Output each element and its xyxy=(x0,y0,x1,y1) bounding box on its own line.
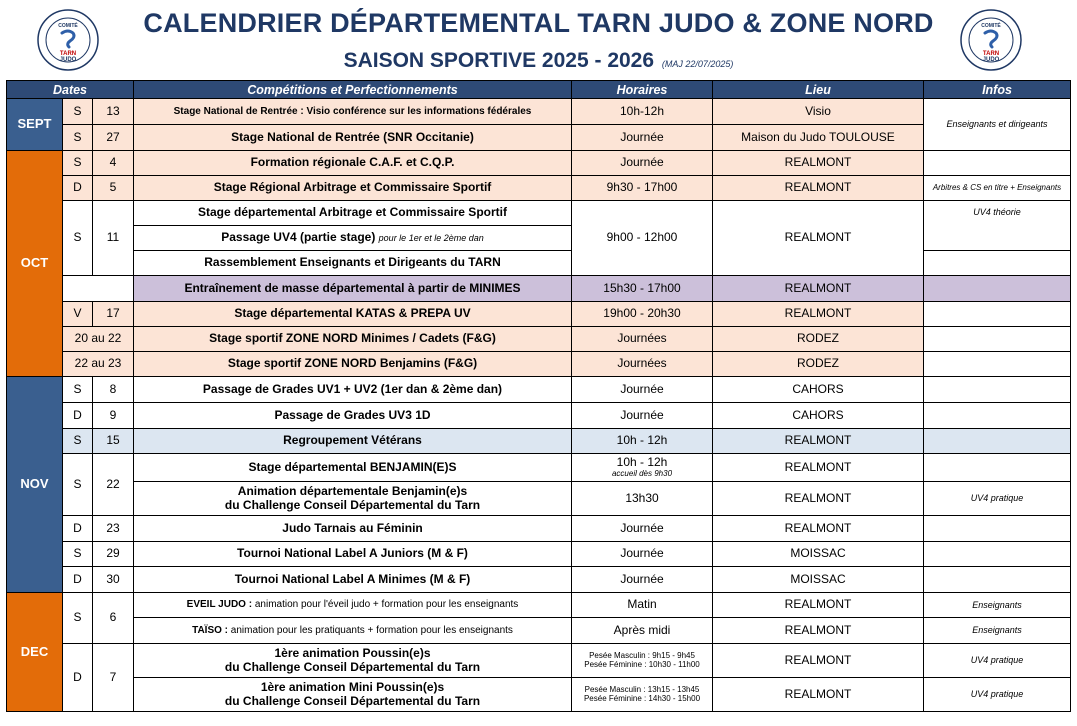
logo-left-top: COMITÉ xyxy=(58,23,78,29)
hours-cell: 9h30 - 17h00 xyxy=(572,176,713,201)
hours-cell: 19h00 - 20h30 xyxy=(572,302,713,327)
month-sept: SEPT xyxy=(7,99,63,151)
event-cell: Stage National de Rentrée (SNR Occitanie) xyxy=(134,125,572,151)
info-cell: UV4 pratique xyxy=(924,678,1071,712)
event-note: pour le 1er et le 2ème dan xyxy=(378,233,484,244)
table-row xyxy=(7,516,1071,542)
judo-committee-logo-left xyxy=(36,8,100,72)
place-cell: Maison du Judo TOULOUSE xyxy=(713,125,924,151)
table-row xyxy=(7,125,1071,151)
event-cell: Passage de Grades UV3 1D xyxy=(134,403,572,429)
day-cell: S xyxy=(63,99,93,125)
table-row xyxy=(7,276,1071,302)
place-cell: REALMONT xyxy=(713,678,924,712)
place-cell: REALMONT xyxy=(713,276,924,302)
info-cell: Arbitres & CS en titre + Enseignants xyxy=(924,176,1071,201)
place-cell: REALMONT xyxy=(713,151,924,176)
date-cell: 22 xyxy=(93,454,134,516)
event-cell: Stage départemental Arbitrage et Commissaire Sportif xyxy=(134,201,572,226)
info-cell xyxy=(924,429,1071,454)
hours-cell: Journée xyxy=(572,542,713,567)
event-cell: Stage sportif ZONE NORD Minimes / Cadets (F&G) xyxy=(134,327,572,352)
date-cell: 15 xyxy=(93,429,134,454)
place-cell: Visio xyxy=(713,99,924,125)
place-cell: REALMONT xyxy=(713,618,924,644)
date-cell: 30 xyxy=(93,567,134,593)
event-line-2: du Challenge Conseil Départemental du Tarn xyxy=(224,693,481,708)
hours-note: accueil dès 9h30 xyxy=(611,468,673,478)
day-cell: S xyxy=(63,429,93,454)
place-cell: REALMONT xyxy=(713,429,924,454)
hours-cell xyxy=(572,644,713,678)
judo-committee-logo-right xyxy=(959,8,1023,72)
logo-right-top: COMITÉ xyxy=(981,23,1001,29)
logo-right-line2: JUDO xyxy=(982,57,1000,63)
table-row xyxy=(7,678,1071,712)
date-cell: 27 xyxy=(93,125,134,151)
date-cell: 7 xyxy=(93,644,134,712)
place-cell: MOISSAC xyxy=(713,542,924,567)
calendar-table xyxy=(6,80,1071,712)
info-cell xyxy=(924,567,1071,593)
hours-main: 10h - 12h xyxy=(616,455,668,470)
info-cell: UV4 pratique xyxy=(924,644,1071,678)
hours-line-2: Pesée Féminine : 10h30 - 11h00 xyxy=(584,659,700,669)
hours-line-1: Pesée Masculin : 13h15 - 13h45 xyxy=(584,684,700,694)
table-row xyxy=(7,542,1071,567)
event-cell: Tournoi National Label A Juniors (M & F) xyxy=(134,542,572,567)
date-cell: 9 xyxy=(93,403,134,429)
month-dec: DEC xyxy=(7,593,63,712)
place-cell: MOISSAC xyxy=(713,567,924,593)
hours-line-1: Pesée Masculin : 9h15 - 9h45 xyxy=(589,650,695,660)
event-note: animation pour les pratiquants + formation pour les enseignants xyxy=(230,624,513,636)
info-cell: Enseignants et dirigeants xyxy=(924,99,1071,151)
hours-cell: 10h - 12h xyxy=(572,429,713,454)
table-row xyxy=(7,201,1071,226)
hours-cell: 15h30 - 17h00 xyxy=(572,276,713,302)
table-row xyxy=(7,644,1071,678)
event-cell: Stage départemental KATAS & PREPA UV xyxy=(134,302,572,327)
hours-cell xyxy=(572,454,713,482)
hours-cell: Journée xyxy=(572,125,713,151)
date-range-cell: 20 au 22 xyxy=(63,327,134,352)
info-cell xyxy=(924,542,1071,567)
logo-right-line1: TARN xyxy=(982,51,1000,57)
info-cell xyxy=(924,276,1071,302)
info-cell xyxy=(924,377,1071,403)
col-hours-header: Horaires xyxy=(572,81,713,99)
table-row xyxy=(7,151,1071,176)
col-infos-header: Infos xyxy=(924,81,1071,99)
info-cell xyxy=(924,302,1071,327)
info-cell xyxy=(924,151,1071,176)
logo-left-line2: JUDO xyxy=(59,57,77,63)
table-row xyxy=(7,454,1071,482)
table-row xyxy=(7,377,1071,403)
month-nov: NOV xyxy=(7,377,63,593)
table-row xyxy=(7,176,1071,201)
event-cell: Stage départemental BENJAMIN(E)S xyxy=(134,454,572,482)
hours-cell: 10h-12h xyxy=(572,99,713,125)
date-cell: 29 xyxy=(93,542,134,567)
place-cell: REALMONT xyxy=(713,176,924,201)
month-oct: OCT xyxy=(7,151,63,377)
date-cell xyxy=(63,276,134,302)
hours-cell: Journée xyxy=(572,567,713,593)
event-cell: Stage sportif ZONE NORD Benjamins (F&G) xyxy=(134,352,572,377)
info-cell: UV4 pratique xyxy=(924,482,1071,516)
hours-cell: Journées xyxy=(572,327,713,352)
event-cell: Judo Tarnais au Féminin xyxy=(134,516,572,542)
date-cell: 13 xyxy=(93,99,134,125)
place-cell: CAHORS xyxy=(713,403,924,429)
event-line-2: du Challenge Conseil Départemental du Tarn xyxy=(224,497,481,512)
day-cell: S xyxy=(63,151,93,176)
place-cell: REALMONT xyxy=(713,593,924,618)
event-cell: Stage National de Rentrée : Visio conférence sur les informations fédérales xyxy=(134,99,572,125)
hours-cell: Journée xyxy=(572,516,713,542)
event-cell xyxy=(134,644,572,678)
event-main: TAÏSO : xyxy=(192,624,229,636)
day-cell: D xyxy=(63,644,93,712)
hours-cell: Journées xyxy=(572,352,713,377)
info-cell: Enseignants xyxy=(924,593,1071,618)
place-cell: RODEZ xyxy=(713,327,924,352)
page-title: CALENDRIER DÉPARTEMENTAL TARN JUDO & ZONE NORD xyxy=(143,8,934,38)
event-line-1: 1ère animation Poussin(e)s xyxy=(274,646,431,661)
table-row xyxy=(7,482,1071,516)
info-cell xyxy=(924,327,1071,352)
info-cell xyxy=(924,352,1071,377)
event-cell: Stage Régional Arbitrage et Commissaire Sportif xyxy=(134,176,572,201)
col-dates-header: Dates xyxy=(7,81,134,99)
day-cell: S xyxy=(63,593,93,644)
table-row xyxy=(7,302,1071,327)
hours-line-2: Pesée Féminine : 14h30 - 15h00 xyxy=(583,693,701,703)
event-main: EVEIL JUDO : xyxy=(186,599,253,611)
event-line-1: Animation départementale Benjamin(e)s xyxy=(237,484,468,499)
place-cell: REALMONT xyxy=(713,482,924,516)
hours-cell: Après midi xyxy=(572,618,713,644)
table-header-row xyxy=(7,81,1071,99)
event-cell xyxy=(134,593,572,618)
hours-cell: Matin xyxy=(572,593,713,618)
date-range-cell: 22 au 23 xyxy=(63,352,134,377)
table-row xyxy=(7,567,1071,593)
info-cell: Enseignants xyxy=(924,618,1071,644)
day-cell: S xyxy=(63,201,93,276)
place-cell: REALMONT xyxy=(713,201,924,276)
hours-cell: 13h30 xyxy=(572,482,713,516)
hours-cell xyxy=(572,678,713,712)
date-cell: 8 xyxy=(93,377,134,403)
event-cell xyxy=(134,678,572,712)
info-cell xyxy=(924,403,1071,429)
event-cell: Passage de Grades UV1 + UV2 (1er dan & 2ème dan) xyxy=(134,377,572,403)
day-cell: D xyxy=(63,516,93,542)
event-cell: Rassemblement Enseignants et Dirigeants du TARN xyxy=(134,251,572,276)
col-events-header: Compétitions et Perfectionnements xyxy=(134,81,572,99)
event-cell xyxy=(134,618,572,644)
event-cell: Formation régionale C.A.F. et C.Q.P. xyxy=(134,151,572,176)
day-cell: S xyxy=(63,125,93,151)
day-cell: V xyxy=(63,302,93,327)
season-label: SAISON SPORTIVE 2025 - 2026 xyxy=(343,49,655,72)
event-line-1: 1ère animation Mini Poussin(e)s xyxy=(260,680,445,695)
place-cell: REALMONT xyxy=(713,302,924,327)
event-main: Passage UV4 (partie stage) xyxy=(221,230,376,245)
event-cell: Tournoi National Label A Minimes (M & F) xyxy=(134,567,572,593)
event-cell xyxy=(134,226,572,251)
date-cell: 11 xyxy=(93,201,134,276)
place-cell: REALMONT xyxy=(713,516,924,542)
day-cell: S xyxy=(63,542,93,567)
hours-cell: Journée xyxy=(572,403,713,429)
date-cell: 23 xyxy=(93,516,134,542)
table-row xyxy=(7,593,1071,618)
hours-cell: Journée xyxy=(572,151,713,176)
logo-left-line1: TARN xyxy=(59,51,77,57)
day-cell: D xyxy=(63,403,93,429)
table-row xyxy=(7,327,1071,352)
date-cell: 4 xyxy=(93,151,134,176)
day-cell: D xyxy=(63,176,93,201)
date-cell: 6 xyxy=(93,593,134,644)
place-cell: RODEZ xyxy=(713,352,924,377)
day-cell: S xyxy=(63,454,93,516)
day-cell: D xyxy=(63,567,93,593)
place-cell: REALMONT xyxy=(713,644,924,678)
table-row xyxy=(7,403,1071,429)
page-subtitle xyxy=(120,49,957,73)
event-cell xyxy=(134,482,572,516)
table-row xyxy=(7,99,1071,125)
date-cell: 17 xyxy=(93,302,134,327)
update-date: (MAJ 22/07/2025) xyxy=(661,59,734,69)
info-cell xyxy=(924,251,1071,276)
info-cell xyxy=(924,516,1071,542)
event-note: animation pour l'éveil judo + formation pour les enseignants xyxy=(254,599,519,611)
table-row xyxy=(7,429,1071,454)
page-header xyxy=(0,0,1077,80)
day-cell: S xyxy=(63,377,93,403)
event-cell: Regroupement Vétérans xyxy=(134,429,572,454)
place-cell: REALMONT xyxy=(713,454,924,482)
hours-cell: Journée xyxy=(572,377,713,403)
place-cell: CAHORS xyxy=(713,377,924,403)
event-line-2: du Challenge Conseil Départemental du Tarn xyxy=(224,659,481,674)
table-row xyxy=(7,618,1071,644)
hours-cell: 9h00 - 12h00 xyxy=(572,201,713,276)
table-row xyxy=(7,352,1071,377)
info-cell: UV4 théorie xyxy=(924,201,1071,251)
event-cell: Entraînement de masse départemental à partir de MINIMES xyxy=(134,276,572,302)
info-cell xyxy=(924,454,1071,482)
col-place-header: Lieu xyxy=(713,81,924,99)
date-cell: 5 xyxy=(93,176,134,201)
